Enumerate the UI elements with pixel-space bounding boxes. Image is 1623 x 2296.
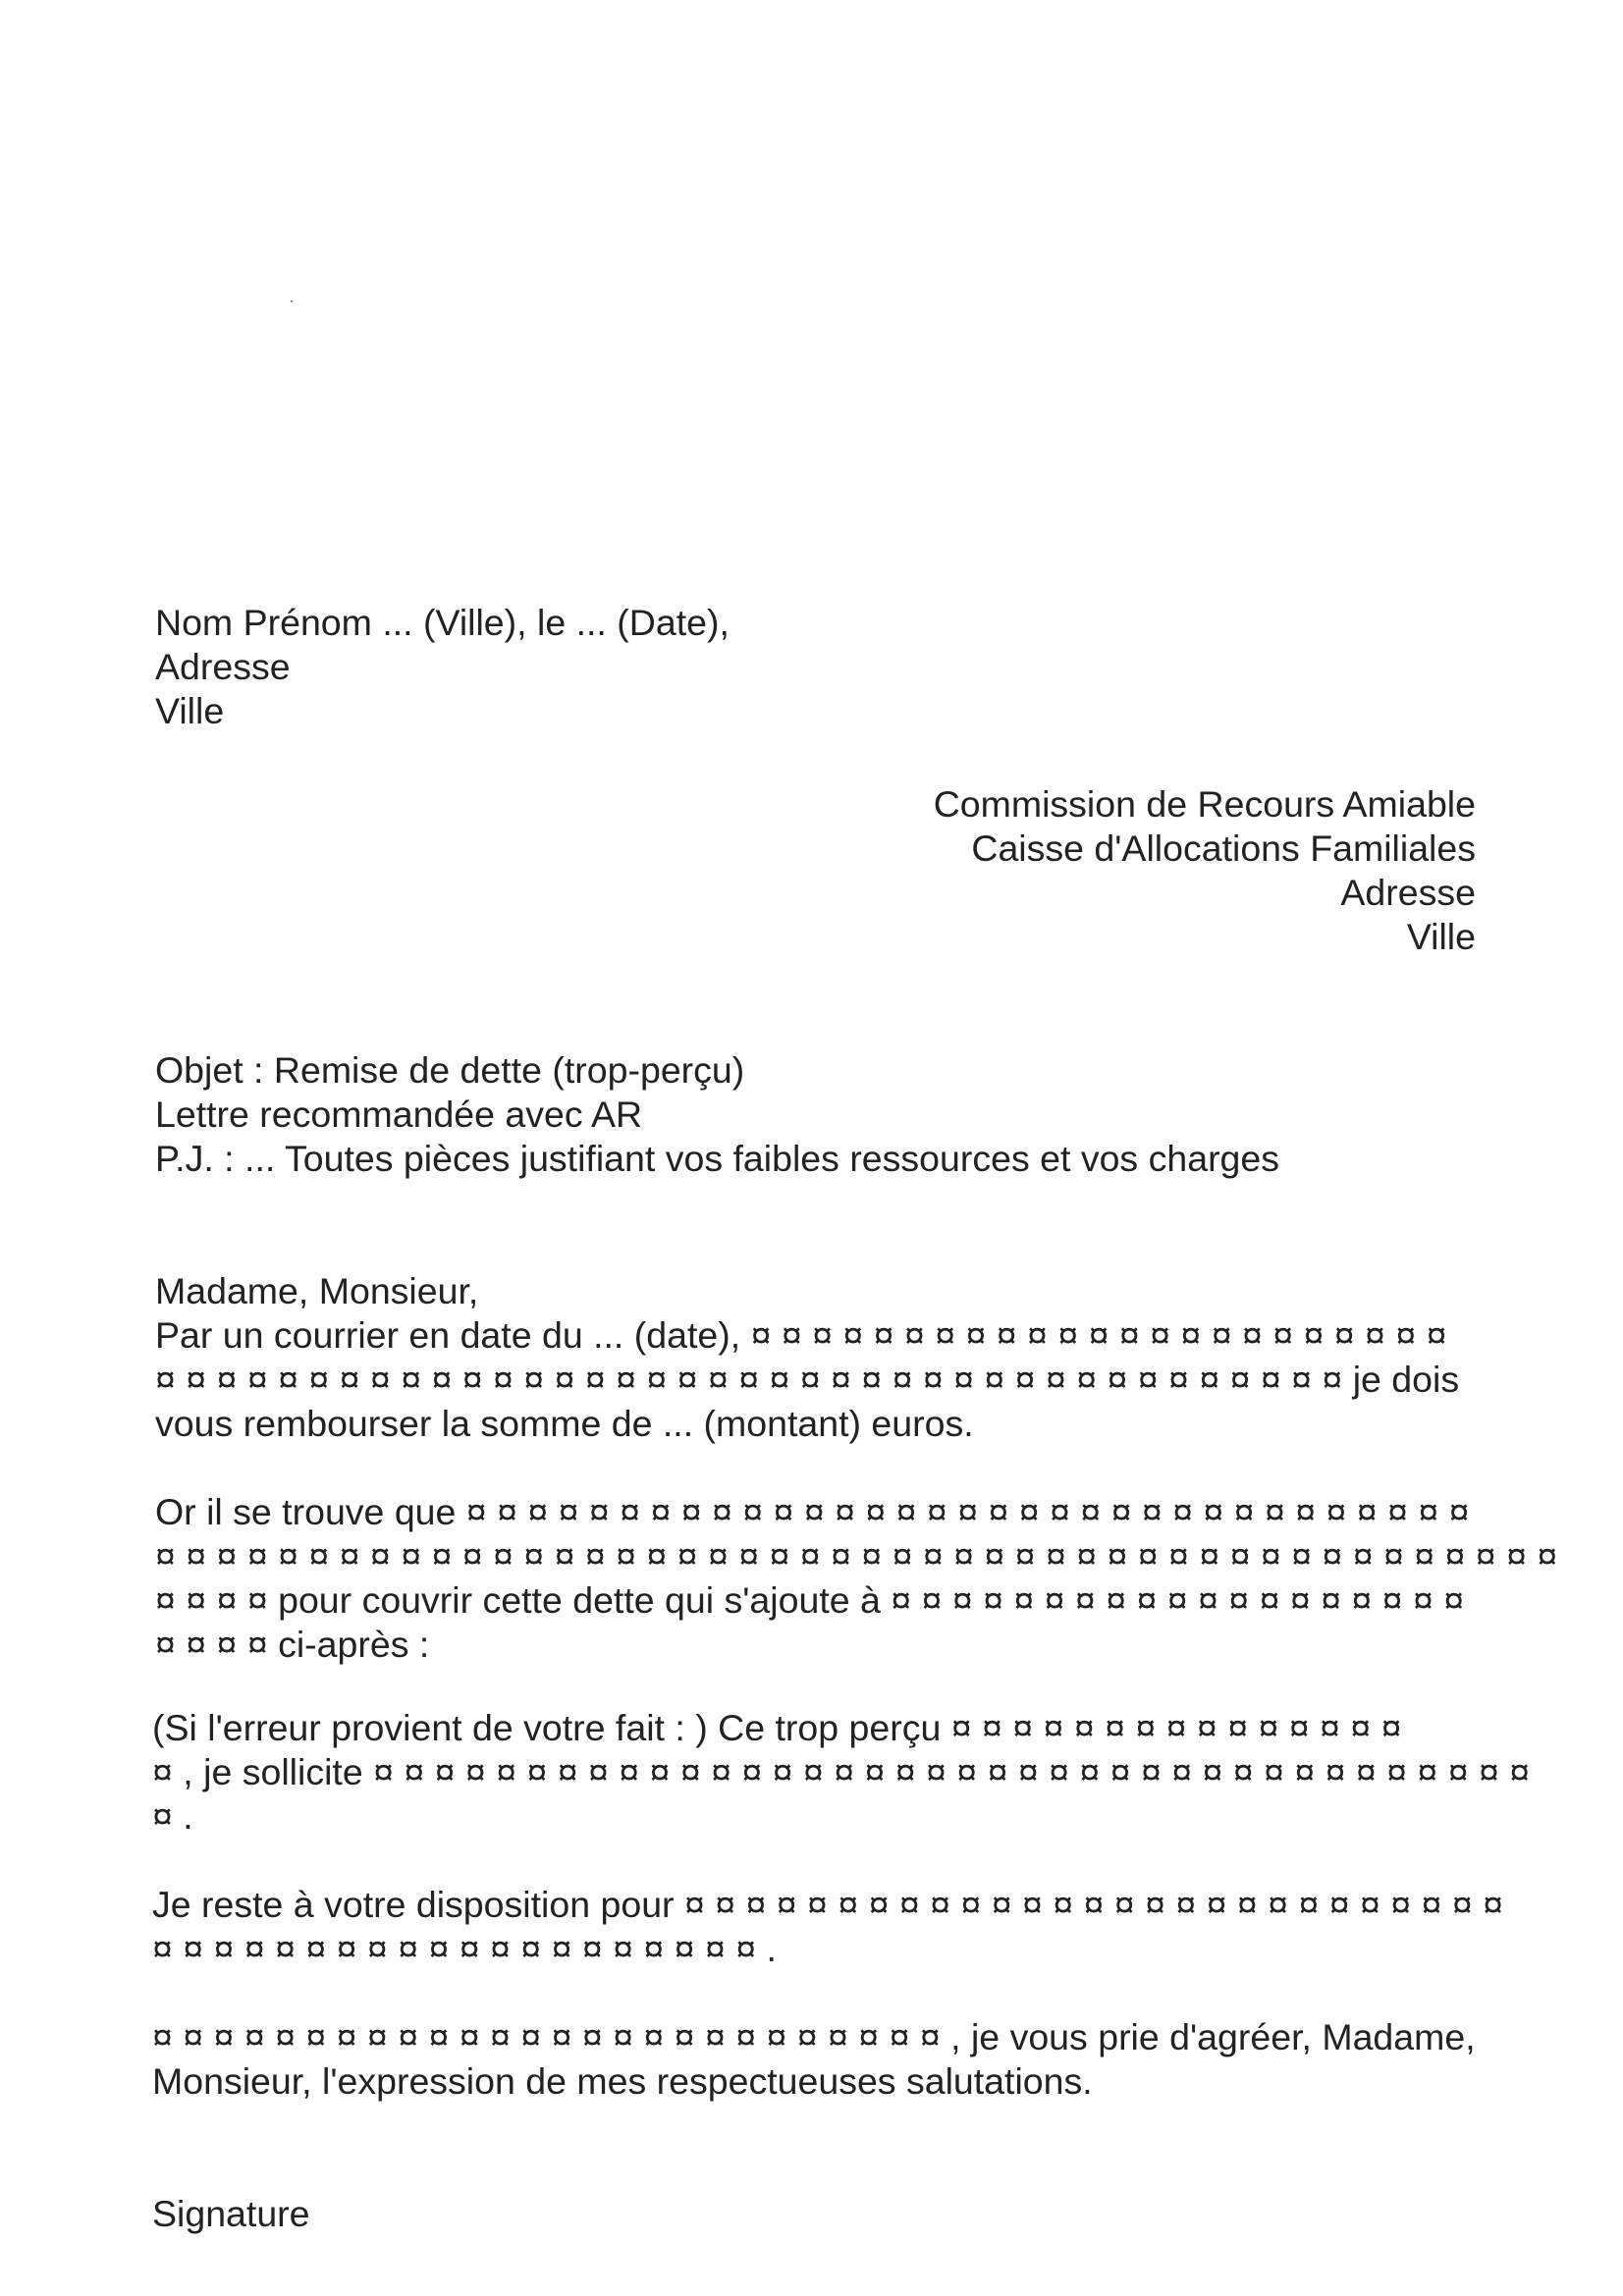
recipient-city: Ville xyxy=(1406,916,1476,957)
paragraph-4-line-1: Je reste à votre disposition pour ¤ ¤ ¤ ¤ ¤ ¤ ¤ ¤ ¤ ¤ ¤ ¤ ¤ ¤ ¤ ¤ ¤ ¤ ¤ ¤ ¤ ¤ ¤ ¤ ¤ ¤ ¤ xyxy=(152,1884,1503,1925)
recipient-address: Adresse xyxy=(1340,872,1476,913)
paragraph-2-line-2: ¤ ¤ ¤ ¤ ¤ ¤ ¤ ¤ ¤ ¤ ¤ ¤ ¤ ¤ ¤ ¤ ¤ ¤ ¤ ¤ ¤ ¤ ¤ ¤ ¤ ¤ ¤ ¤ ¤ ¤ ¤ ¤ ¤ ¤ ¤ ¤ ¤ ¤ ¤ ¤ ¤ ¤ ¤ ¤ ¤ ¤ xyxy=(155,1535,1558,1576)
subject-objet: Objet : Remise de dette (trop-perçu) xyxy=(155,1049,745,1091)
sender-city: Ville xyxy=(155,690,225,731)
paragraph-3-line-1: (Si l'erreur provient de votre fait : ) Ce trop perçu ¤ ¤ ¤ ¤ ¤ ¤ ¤ ¤ ¤ ¤ ¤ ¤ ¤ ¤ ¤ xyxy=(152,1707,1402,1748)
paragraph-2-line-3: ¤ ¤ ¤ ¤ pour couvrir cette dette qui s'ajoute à ¤ ¤ ¤ ¤ ¤ ¤ ¤ ¤ ¤ ¤ ¤ ¤ ¤ ¤ ¤ ¤ ¤ ¤ ¤ xyxy=(155,1579,1465,1621)
paragraph-5-line-1: ¤ ¤ ¤ ¤ ¤ ¤ ¤ ¤ ¤ ¤ ¤ ¤ ¤ ¤ ¤ ¤ ¤ ¤ ¤ ¤ ¤ ¤ ¤ ¤ ¤ ¤ , je vous prie d'agréer, Madame, xyxy=(152,2016,1476,2057)
paragraph-2-line-4: ¤ ¤ ¤ ¤ ci-après : xyxy=(155,1624,430,1665)
subject-pieces-jointes: P.J. : ... Toutes pièces justifiant vos faibles ressources et vos charges xyxy=(155,1138,1280,1179)
salutation: Madame, Monsieur, xyxy=(155,1270,479,1311)
paragraph-3-line-3: ¤ . xyxy=(152,1795,193,1837)
stray-dot xyxy=(291,300,293,302)
paragraph-2-line-1: Or il se trouve que ¤ ¤ ¤ ¤ ¤ ¤ ¤ ¤ ¤ ¤ ¤ ¤ ¤ ¤ ¤ ¤ ¤ ¤ ¤ ¤ ¤ ¤ ¤ ¤ ¤ ¤ ¤ ¤ ¤ ¤ ¤ ¤ ¤ xyxy=(155,1491,1470,1532)
paragraph-1-line-1: Par un courrier en date du ... (date), ¤ ¤ ¤ ¤ ¤ ¤ ¤ ¤ ¤ ¤ ¤ ¤ ¤ ¤ ¤ ¤ ¤ ¤ ¤ ¤ ¤ ¤ ¤ xyxy=(155,1314,1447,1356)
sender-address: Adresse xyxy=(155,646,291,687)
recipient-caisse: Caisse d'Allocations Familiales xyxy=(971,828,1476,869)
paragraph-1-line-2: ¤ ¤ ¤ ¤ ¤ ¤ ¤ ¤ ¤ ¤ ¤ ¤ ¤ ¤ ¤ ¤ ¤ ¤ ¤ ¤ ¤ ¤ ¤ ¤ ¤ ¤ ¤ ¤ ¤ ¤ ¤ ¤ ¤ ¤ ¤ ¤ ¤ ¤ ¤ je dois xyxy=(155,1359,1460,1400)
paragraph-4-line-2: ¤ ¤ ¤ ¤ ¤ ¤ ¤ ¤ ¤ ¤ ¤ ¤ ¤ ¤ ¤ ¤ ¤ ¤ ¤ ¤ . xyxy=(152,1928,777,1969)
paragraph-3-line-2: ¤ , je sollicite ¤ ¤ ¤ ¤ ¤ ¤ ¤ ¤ ¤ ¤ ¤ ¤ ¤ ¤ ¤ ¤ ¤ ¤ ¤ ¤ ¤ ¤ ¤ ¤ ¤ ¤ ¤ ¤ ¤ ¤ ¤ ¤ ¤ ¤ ¤ ¤ ¤ ¤ xyxy=(152,1751,1531,1792)
paragraph-1-line-3: vous rembourser la somme de ... (montant) euros. xyxy=(155,1403,974,1444)
subject-envoi: Lettre recommandée avec AR xyxy=(155,1094,643,1135)
sender-name-date: Nom Prénom ... (Ville), le ... (Date), xyxy=(155,602,730,643)
recipient-commission: Commission de Recours Amiable xyxy=(933,783,1476,825)
paragraph-5-line-2: Monsieur, l'expression de mes respectueuses salutations. xyxy=(152,2060,1093,2102)
signature-label: Signature xyxy=(152,2193,310,2234)
